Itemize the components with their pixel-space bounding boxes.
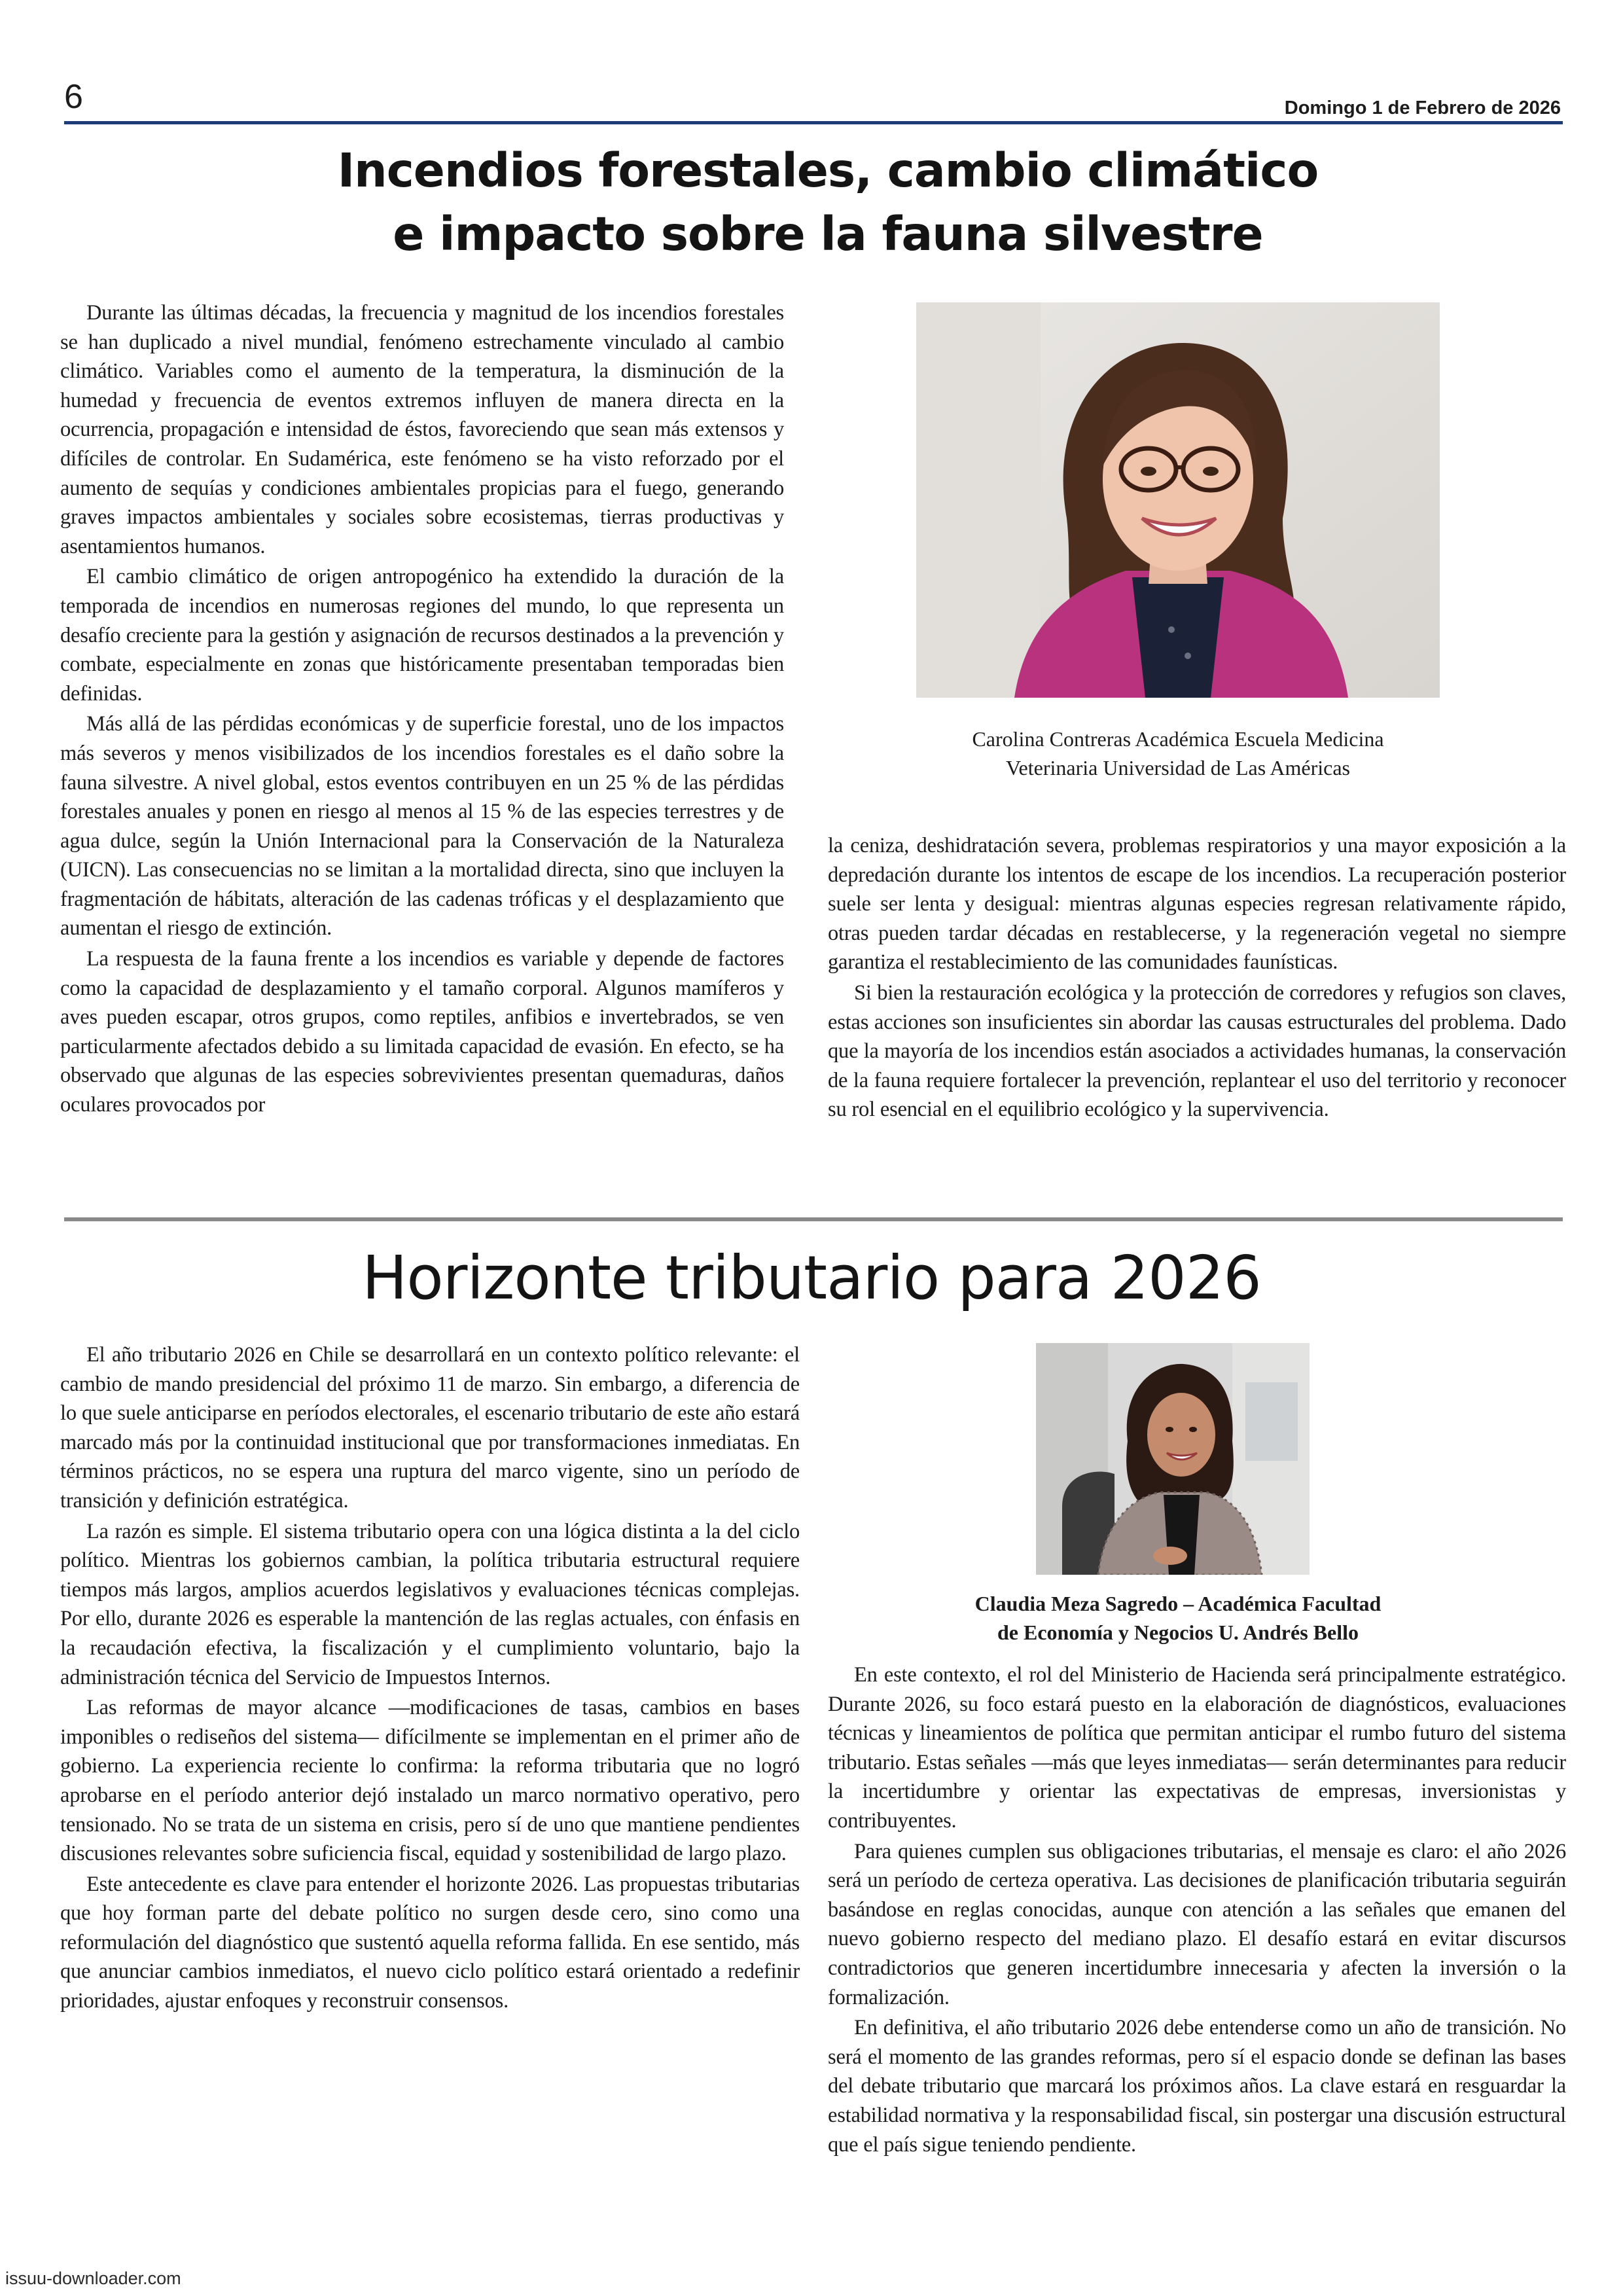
article1-paragraph: Más allá de las pérdidas económicas y de superficie forestal, uno de los impactos más severos y menos visibilizados de los incendios forestales es el daño sobre la fauna silvestre. A nivel global, estos eventos contribuyen en un 25 % de las pérdidas forestales anuales y ponen en riesgo al menos al 15 % de las especies terrestres y de agua dulce, según la Unión Internacional para la Conservación de la Naturaleza (UICN). Las consecuencias no se limitan a la mortalidad directa, sino que incluyen la fragmentación de hábitats, alteración de las cadenas tróficas y el desplazamiento que aumentan el riesgo de extinción. — [60, 712, 784, 941]
photo-caption-carolina — [818, 725, 1538, 782]
article1-paragraph: Si bien la restauración ecológica y la protección de corredores y refugios son claves, estas acciones son insuficientes sin abordar las causas estructurales del problema. Dado que la mayoría de los incendios están asociados a actividades humanas, la conservación de la fauna requiere fortalecer la prevención, replantear el uso del territorio y reconocer su rol esencial en el equilibrio ecológico y la supervivencia. — [828, 980, 1566, 1122]
article1-paragraph: la ceniza, deshidratación severa, problemas respiratorios y una mayor exposición a la depredación durante los intentos de escape de los incendios. La recuperación posterior suele ser lenta y desigual: mientras algunas especies regresan relativamente rápido, otras pueden tardar décadas en restablecerse, y la regeneración vegetal no siempre garantiza el restablecimiento de las comunidades faunísticas. — [828, 834, 1566, 975]
article2-paragraph: Las reformas de mayor alcance —modificaciones de tasas, cambios en bases imponibles o rediseños del sistema— difícilmente se implementan en el primer año de gobierno. La experiencia reciente lo confirma: la reforma tributaria que no logró aprobarse en el período anterior dejó instalado un marco normativo operativo, pero tensionado. No se trata de un sistema en crisis, pero sí de uno que mantiene pendientes discusiones relevantes sobre suficiencia fiscal, equidad y sostenibilidad de largo plazo. — [60, 1696, 800, 1866]
photo-claudia-meza — [1036, 1343, 1310, 1575]
article2-right-column — [828, 1660, 1566, 2161]
article1-right-column — [828, 831, 1566, 1126]
page-number: 6 — [64, 78, 83, 116]
caption-line: Carolina Contreras Académica Escuela Medicina — [972, 727, 1384, 751]
article1-left-column — [60, 298, 784, 1121]
article2-paragraph: La razón es simple. El sistema tributario opera con una lógica distinta a la del ciclo político. Mientras los gobiernos cambian, la política tributaria estructural requiere tiempos más largos, amplios acuerdos legislativos y evaluaciones técnicas complejas. Por ello, durante 2026 es esperable la mantención de las reglas actuales, con énfasis en la recaudación efectiva, la fiscalización y el cumplimiento voluntario, bajo la administración técnica del Servicio de Impuestos Internos. — [60, 1519, 800, 1689]
photo-carolina-contreras — [916, 302, 1440, 698]
article1-headline — [196, 139, 1459, 266]
article2-paragraph: En definitiva, el año tributario 2026 debe entenderse como un año de transición. No será el momento de las grandes reformas, pero sí el espacio donde se definan las bases del debate tributario que marcará los próximos años. La clave estará en resguardar la estabilidad normativa y la responsabilidad fiscal, sin postergar una discusión estructural que el país sigue teniendo pendiente. — [828, 2016, 1566, 2157]
article2-headline: Horizonte tributario para 2026 — [362, 1243, 1261, 1313]
section-divider — [64, 1217, 1563, 1221]
header-rule — [64, 121, 1563, 124]
footer-watermark: issuu-downloader.com — [5, 2269, 181, 2288]
portrait-illustration — [916, 302, 1440, 698]
article1-paragraph: El cambio climático de origen antropogénico ha extendido la duración de la temporada de incendios en numerosas regiones del mundo, lo que representa un desafío creciente para la gestión y asignación de recursos destinados a la prevención y combate, especialmente en zonas que históricamente presentaban temporadas bien definidas. — [60, 565, 784, 706]
article2-paragraph: Para quienes cumplen sus obligaciones tributarias, el mensaje es claro: el año 2026 será un período de certeza operativa. Las decisiones de planificación tributaria seguirán basándose en reglas conocidas, aunque con atención a las señales que emanen del nuevo gobierno respecto del mediano plazo. El desafío estará en evitar discursos contradictorios que generen incertidumbre innecesaria y afecten la inversión o la formalización. — [828, 1839, 1566, 2009]
issue-date: Domingo 1 de Febrero de 2026 — [1284, 98, 1561, 118]
caption-line: de Economía y Negocios U. Andrés Bello — [997, 1621, 1359, 1644]
photo-caption-claudia — [851, 1589, 1505, 1647]
article1-headline-line1: Incendios forestales, cambio climático — [337, 143, 1319, 198]
caption-line: Veterinaria Universidad de Las Américas — [1005, 756, 1350, 780]
article1-paragraph: La respuesta de la fauna frente a los incendios es variable y depende de factores como la capacidad de desplazamiento y el tamaño corporal. Algunos mamíferos y aves pueden escapar, otros grupos, como reptiles, anfibios e invertebrados, se ven particularmente afectados debido a su limitada capacidad de evasión. En efecto, se ha observado que algunas de las especies sobrevivientes presentan quemaduras, daños oculares provocados por — [60, 947, 784, 1117]
article2-paragraph: En este contexto, el rol del Ministerio de Hacienda será principalmente estratégico. Durante 2026, su foco estará puesto en la elaboración de diagnósticos, evaluaciones técnicas y lineamientos de política que permitan anticipar el rumbo futuro del sistema tributario. Estas señales —más que leyes inmediatas— serán determinantes para reducir la incertidumbre y orientar las expectativas de empresas, inversionistas y contribuyentes. — [828, 1663, 1566, 1833]
article1-headline-line2: e impacto sobre la fauna silvestre — [393, 207, 1263, 261]
caption-line: Claudia Meza Sagredo – Académica Facultad — [974, 1592, 1382, 1615]
article2-paragraph: El año tributario 2026 en Chile se desarrollará en un contexto político relevante: el cambio de mando presidencial del próximo 11 de marzo. Sin embargo, a diferencia de lo que suele anticiparse en períodos electorales, el escenario tributario de este año estará marcado más por la continuidad institucional que por transformaciones inmediatas. En términos prácticos, no se espera una ruptura del marco vigente, sino un período de transición y definición estratégica. — [60, 1343, 800, 1513]
portrait-illustration — [1036, 1343, 1310, 1575]
article2-left-column — [60, 1340, 800, 2017]
article1-paragraph: Durante las últimas décadas, la frecuencia y magnitud de los incendios forestales se han duplicado a nivel mundial, fenómeno estrechamente vinculado al cambio climático. Variables como el aumento de la temperatura, la disminución de la humedad y frecuencia de eventos extremos influyen de manera directa en la ocurrencia, propagación e intensidad de éstos, favoreciendo que sean más extensos y difíciles de controlar. En Sudamérica, este fenómeno se ha visto reforzado por el aumento de sequías y condiciones ambientales propicias para el fuego, generando graves impactos ambientales y sociales sobre ecosistemas, tierras productivas y asentamientos humanos. — [60, 301, 784, 558]
article2-paragraph: Este antecedente es clave para entender el horizonte 2026. Las propuestas tributarias que hoy forman parte del debate político no surgen desde cero, sino como una reformulación del diagnóstico que sustentó aquella reforma fallida. En ese sentido, más que anunciar cambios inmediatos, el nuevo ciclo político estará orientado a redefinir prioridades, ajustar enfoques y reconstruir consensos. — [60, 1872, 800, 2013]
